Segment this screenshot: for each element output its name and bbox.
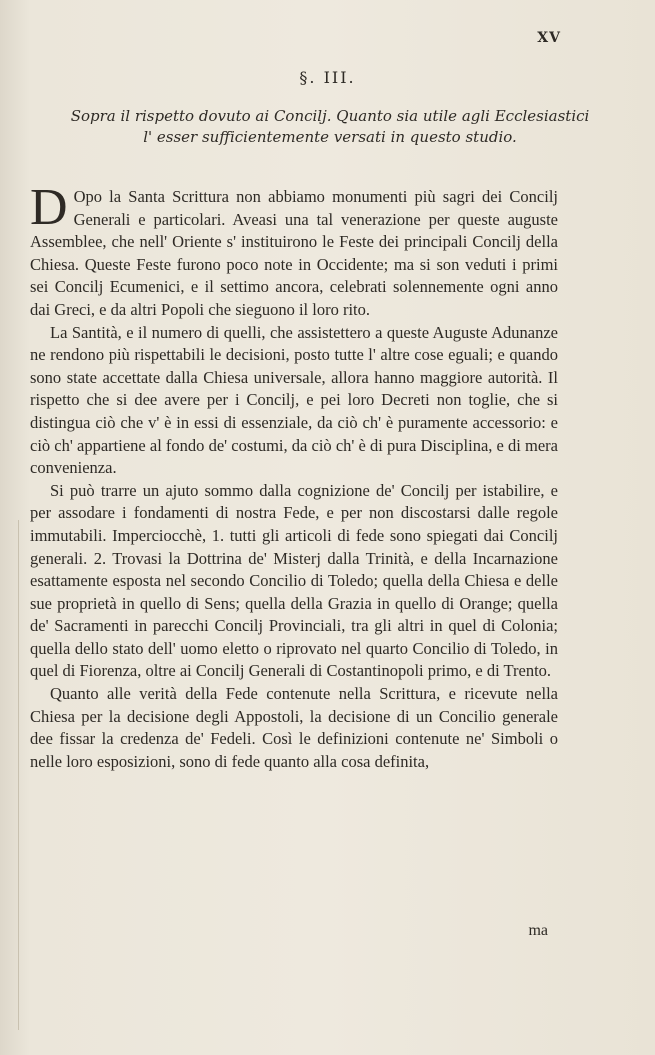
paragraph-text: Quanto alle verità della Fede contenute nella Scrittura, e ricevute nella Chiesa per la decisione degli Appostoli, la decisione di un Concilio generale dee fissar la credenza de' Fedeli. Così le definizioni contenute ne' Simboli o nelle loro esposizioni, sono di fede quanto alla cosa definita,	[30, 684, 558, 771]
paragraph-text: La Santità, e il numero di quelli, che assistettero a queste Auguste Adunanze ne rendono più rispettabili le decisioni, posto tutte l' altre cose eguali; e quando sono state accettate dalla Chiesa universale, allora hanno maggiore autorità. Il rispetto che si dee avere per i Concilj, e pei loro Decreti non toglie, che si distingua ciò che v' è in essi di essenziale, da ciò ch' è puramente accessorio: e ciò ch' appartiene al fondo de' costumi, da ciò ch' è di pura Disciplina, e di mera convenienza.	[30, 322, 558, 478]
paragraph-text: Si può trarre un ajuto sommo dalla cognizione de' Concilj per istabilire, e per assodare i fondamenti di nostra Fede, e per non discostarsi dalle regole immutabili. Imperciocchè, 1. tutti gli articoli di fede sono spiegati dai Concilj generali. 2. Trovasi la Dottrina de' Misterj dalla Trinità, e della Incarnazione esattamente esposta nel secondo Concilio di Toledo; quella della Chiesa e delle sue proprietà in quello di Sens; quella della Grazia in quello di Orange; quella de' Sacramenti in parecchi Concilj Provinciali, tra gli altri in quel di Colonia; quella dello stato dell' uomo eletto o riprovato nel quarto Concilio di Toledo, in quel di Fiorenza, oltre ai Concilj Generali di Costantinopoli primo, e di Trento.	[30, 480, 558, 681]
section-title: §. III.	[299, 68, 356, 87]
paragraph-4	[30, 683, 558, 773]
page-number: XV	[537, 30, 561, 46]
paragraph-3	[30, 480, 558, 683]
drop-cap: D	[30, 179, 68, 236]
paragraph-2	[30, 322, 558, 480]
catchword: ma	[528, 922, 548, 939]
paragraph-text: Opo la Santa Scrittura non abbiamo monumenti più sagri dei Concilj Generali e particolari. Aveasi una tal venerazione per queste auguste Assemblee, che nell' Oriente s' instituirono le Feste dei principali Concilj della Chiesa. Queste Feste furono poco note in Occidente; ma si son veduti i primi sei Concilj Ecumenici, e il settimo ancora, celebrati solennemente ogni anno dai Greci, e da altri Popoli che sieguono il loro rito.	[30, 187, 558, 319]
paragraph-1	[30, 179, 558, 322]
binding-shadow	[18, 520, 19, 1030]
section-subtitle: Sopra il rispetto dovuto ai Concilj. Quanto sia utile agli Ecclesiastici l' esser sufficientemente versati in questo studio.	[70, 107, 590, 146]
body-text	[30, 179, 558, 773]
